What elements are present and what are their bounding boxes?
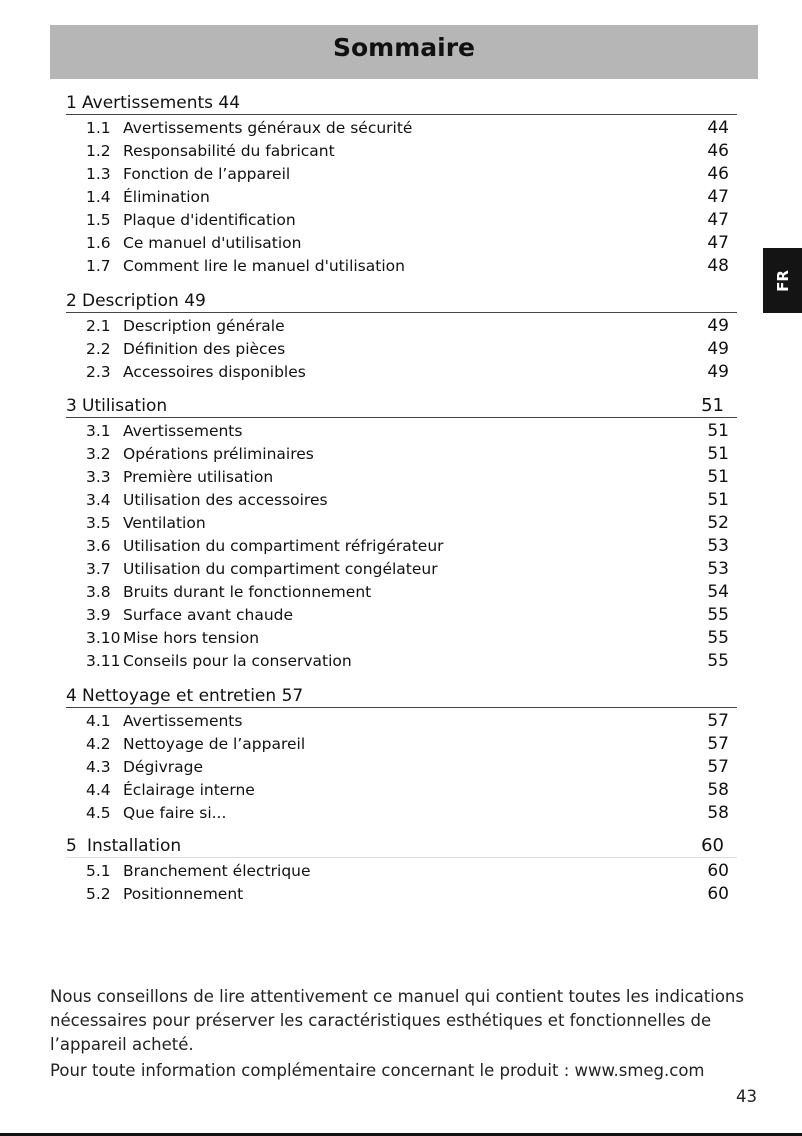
entry-number: 2.2 [86, 340, 111, 358]
toc-entry [66, 361, 737, 384]
entry-page: 49 [707, 339, 729, 359]
entry-page: 51 [707, 421, 729, 441]
entry-list [66, 315, 737, 384]
entry-number: 3.7 [86, 560, 111, 578]
entry-title: Avertissements [123, 712, 243, 730]
entry-title: Surface avant chaude [123, 606, 294, 624]
entry-number: 3.9 [86, 606, 111, 624]
entry-list [66, 710, 737, 825]
entry-title: Conseils pour la conservation [123, 652, 352, 670]
section-title: Nettoyage et entretien 57 [82, 686, 304, 706]
section-number: 1 [66, 93, 77, 113]
section-number: 4 [66, 686, 77, 706]
section-number: 3 [66, 396, 77, 416]
entry-number: 4.3 [86, 758, 111, 776]
toc-entry [66, 802, 737, 825]
entry-number: 3.4 [86, 491, 111, 509]
toc-entry [66, 756, 737, 779]
section-title: Avertissements 44 [82, 93, 241, 113]
toc-entry [66, 604, 737, 627]
toc-entry [66, 140, 737, 163]
section-page: 51 [701, 395, 724, 416]
entry-page: 55 [707, 628, 729, 648]
toc-entry [66, 315, 737, 338]
toc-section [66, 835, 737, 906]
entry-number: 1.2 [86, 142, 111, 160]
entry-page: 47 [707, 233, 729, 253]
entry-number: 4.5 [86, 804, 111, 822]
section-heading [66, 290, 737, 313]
entry-title: Ce manuel d'utilisation [123, 234, 302, 252]
entry-title: Que faire si... [123, 804, 227, 822]
entry-title: Première utilisation [123, 468, 274, 486]
section-title: Utilisation [82, 396, 168, 416]
toc-entry [66, 117, 737, 140]
toc-entry [66, 209, 737, 232]
toc-entry [66, 883, 737, 906]
entry-page: 51 [707, 490, 729, 510]
section-heading [66, 685, 737, 708]
section-title: Installation [87, 836, 182, 856]
entry-page: 47 [707, 187, 729, 207]
entry-page: 55 [707, 651, 729, 671]
entry-number: 1.5 [86, 211, 111, 229]
toc-entry [66, 512, 737, 535]
entry-title: Bruits durant le fonctionnement [123, 583, 372, 601]
toc-entry [66, 489, 737, 512]
entry-list [66, 117, 737, 278]
entry-page: 57 [707, 734, 729, 754]
entry-number: 1.1 [86, 119, 111, 137]
entry-page: 53 [707, 536, 729, 556]
toc-entry [66, 420, 737, 443]
toc-entry [66, 710, 737, 733]
entry-page: 51 [707, 444, 729, 464]
entry-page: 58 [707, 803, 729, 823]
toc-entry [66, 558, 737, 581]
entry-page: 46 [707, 164, 729, 184]
toc-entry [66, 186, 737, 209]
entry-number: 2.3 [86, 363, 111, 381]
entry-title: Définition des pièces [123, 340, 286, 358]
toc-entry [66, 255, 737, 278]
entry-page: 51 [707, 467, 729, 487]
entry-number: 3.1 [86, 422, 111, 440]
entry-title: Utilisation du compartiment congélateur [123, 560, 438, 578]
entry-title: Comment lire le manuel d'utilisation [123, 257, 405, 275]
toc-entry [66, 466, 737, 489]
entry-number: 3.3 [86, 468, 111, 486]
entry-number: 3.5 [86, 514, 111, 532]
toc-entry [66, 733, 737, 756]
entry-title: Avertissements [123, 422, 243, 440]
entry-page: 55 [707, 605, 729, 625]
entry-title: Nettoyage de l’appareil [123, 735, 306, 753]
entry-number: 2.1 [86, 317, 111, 335]
entry-page: 60 [707, 861, 729, 881]
page-title: Sommaire [332, 33, 475, 62]
entry-title: Accessoires disponibles [123, 363, 306, 381]
entry-title: Description générale [123, 317, 285, 335]
section-page: 60 [701, 835, 724, 856]
toc-entry [66, 627, 737, 650]
entry-title: Éclairage interne [123, 781, 255, 799]
toc-entry [66, 860, 737, 883]
toc-section [66, 92, 737, 278]
section-number: 2 [66, 291, 77, 311]
entry-title: Opérations préliminaires [123, 445, 314, 463]
entry-title: Mise hors tension [123, 629, 260, 647]
entry-title: Élimination [123, 188, 210, 206]
entry-number: 5.1 [86, 862, 111, 880]
entry-title: Branchement électrique [123, 862, 311, 880]
entry-page: 58 [707, 780, 729, 800]
entry-list [66, 860, 737, 906]
entry-title: Plaque d'identification [123, 211, 296, 229]
entry-number: 3.2 [86, 445, 111, 463]
toc-section [66, 395, 737, 673]
entry-page: 44 [707, 118, 729, 138]
entry-number: 1.6 [86, 234, 111, 252]
section-number: 5 [66, 836, 77, 856]
entry-number: 4.4 [86, 781, 111, 799]
toc-entry [66, 338, 737, 361]
entry-number: 4.1 [86, 712, 111, 730]
language-label: FR [773, 269, 792, 292]
entry-title: Ventilation [123, 514, 206, 532]
entry-page: 57 [707, 711, 729, 731]
entry-page: 46 [707, 141, 729, 161]
toc-entry [66, 443, 737, 466]
toc-entry [66, 779, 737, 802]
section-heading [66, 395, 737, 418]
toc-entry [66, 232, 737, 255]
entry-number: 1.7 [86, 257, 111, 275]
entry-title: Utilisation des accessoires [123, 491, 328, 509]
entry-page: 47 [707, 210, 729, 230]
entry-title: Avertissements généraux de sécurité [123, 119, 413, 137]
entry-title: Dégivrage [123, 758, 204, 776]
toc-entry [66, 581, 737, 604]
intro-text [50, 985, 760, 1083]
entry-number: 1.3 [86, 165, 111, 183]
toc-entry [66, 163, 737, 186]
entry-title: Positionnement [123, 885, 244, 903]
intro-paragraph: Pour toute information complémentaire concernant le produit : www.smeg.com [50, 1061, 705, 1080]
section-heading [66, 92, 737, 115]
entry-number: 3.10 [86, 629, 121, 647]
toc-entry [66, 650, 737, 673]
entry-number: 5.2 [86, 885, 111, 903]
entry-page: 60 [707, 884, 729, 904]
entry-page: 49 [707, 362, 729, 382]
entry-page: 48 [707, 256, 729, 276]
entry-number: 3.6 [86, 537, 111, 555]
entry-page: 54 [707, 582, 729, 602]
entry-page: 52 [707, 513, 729, 533]
entry-number: 3.8 [86, 583, 111, 601]
toc-entry [66, 535, 737, 558]
toc-section [66, 685, 737, 825]
entry-title: Responsabilité du fabricant [123, 142, 335, 160]
entry-page: 49 [707, 316, 729, 336]
entry-number: 1.4 [86, 188, 111, 206]
entry-number: 4.2 [86, 735, 111, 753]
entry-page: 57 [707, 757, 729, 777]
entry-page: 53 [707, 559, 729, 579]
section-title: Description 49 [82, 291, 206, 311]
entry-title: Utilisation du compartiment réfrigérateur [123, 537, 444, 555]
page-number: 43 [736, 1087, 757, 1106]
section-heading [66, 835, 737, 858]
entry-number: 3.11 [86, 652, 121, 670]
entry-list [66, 420, 737, 673]
intro-paragraph: Nous conseillons de lire attentivement ce manuel qui contient toutes les indications nécessaires pour préserver les caractéristiques esthétiques et fonctionnelles de l’appareil acheté. [50, 987, 744, 1054]
toc-section [66, 290, 737, 384]
entry-title: Fonction de l’appareil [123, 165, 291, 183]
